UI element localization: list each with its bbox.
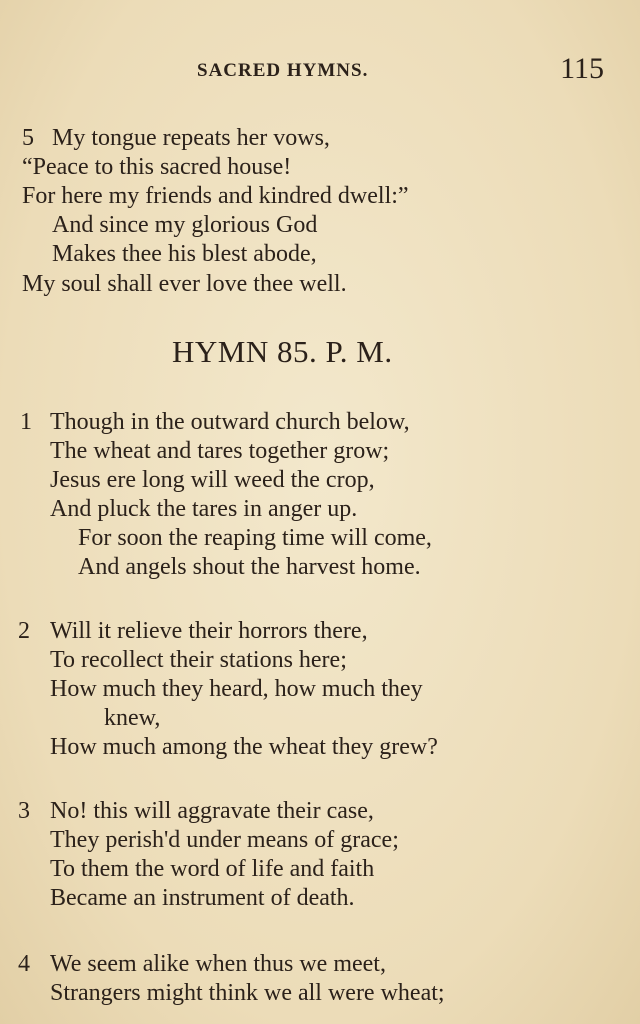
verse-line: My soul shall ever love thee well. xyxy=(22,271,347,297)
verse-line: And angels shout the harvest home. xyxy=(78,554,421,580)
verse-line: For here my friends and kindred dwell:” xyxy=(22,183,409,209)
verse-line: And pluck the tares in anger up. xyxy=(50,496,358,522)
verse-number: 2 xyxy=(18,618,30,644)
verse-line: Makes thee his blest abode, xyxy=(52,241,317,267)
verse-line: To them the word of life and faith xyxy=(50,856,375,882)
verse-line: My tongue repeats her vows, xyxy=(52,125,330,151)
verse-line: And since my glorious God xyxy=(52,212,318,238)
verse-line: We seem alike when thus we meet, xyxy=(50,951,386,977)
verse-number: 1 xyxy=(20,409,32,435)
verse-line: “Peace to this sacred house! xyxy=(22,154,292,180)
verse-line: Jesus ere long will weed the crop, xyxy=(50,467,375,493)
verse-line: For soon the reaping time will come, xyxy=(78,525,432,551)
hymn-title: HYMN 85. P. M. xyxy=(172,334,393,369)
verse-line: knew, xyxy=(104,705,161,731)
running-head: SACRED HYMNS. xyxy=(197,60,369,81)
verse-line: Strangers might think we all were wheat; xyxy=(50,980,445,1006)
verse-line: Will it relieve their horrors there, xyxy=(50,618,368,644)
page-number: 115 xyxy=(560,52,604,85)
verse-line: How much they heard, how much they xyxy=(50,676,423,702)
verse-line: Though in the outward church below, xyxy=(50,409,410,435)
verse-line: To recollect their stations here; xyxy=(50,647,347,673)
verse-number: 5 xyxy=(22,125,34,151)
verse-line: The wheat and tares together grow; xyxy=(50,438,390,464)
verse-line: No! this will aggravate their case, xyxy=(50,798,374,824)
verse-line: They perish'd under means of grace; xyxy=(50,827,399,853)
verse-line: Became an instrument of death. xyxy=(50,885,355,911)
verse-line: How much among the wheat they grew? xyxy=(50,734,438,760)
verse-number: 3 xyxy=(18,798,30,824)
verse-number: 4 xyxy=(18,951,30,977)
